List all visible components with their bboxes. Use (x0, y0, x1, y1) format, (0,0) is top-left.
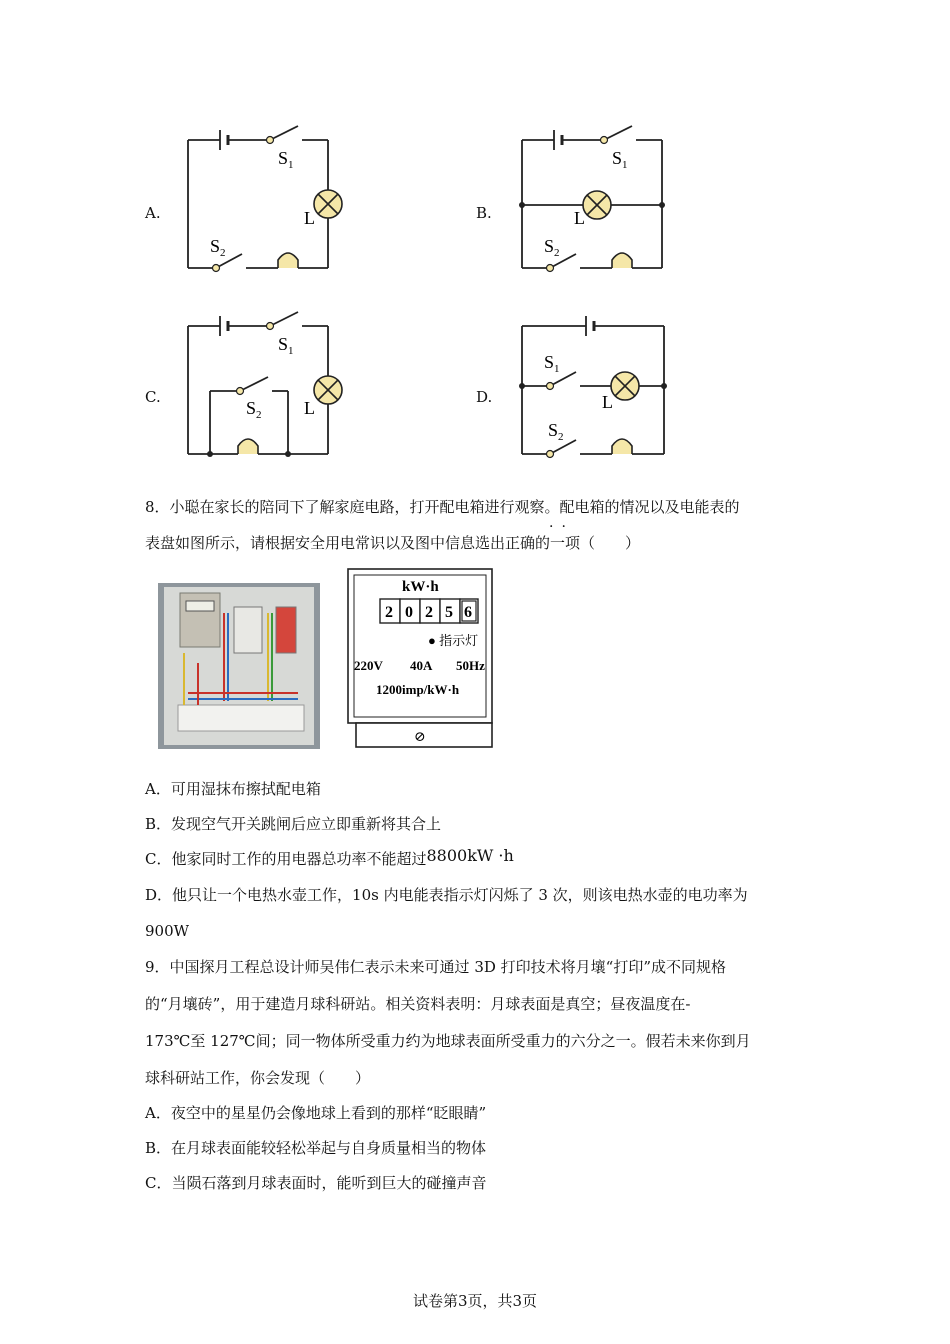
q8-option-c-value: 8800kW ·h (426, 846, 514, 865)
option-d-label: D. (476, 388, 493, 406)
q8-option-c-text: C．他家同时工作的用电器总功率不能超过 (145, 850, 427, 868)
meter-digit: 5 (445, 604, 453, 621)
meter-indicator: ● 指示灯 (428, 633, 479, 648)
circuit-diagram-d (514, 306, 684, 466)
q8-option-a: A．可用湿抹布擦拭配电箱 (145, 780, 321, 798)
page-footer: 试卷第3页，共3页 (412, 1292, 538, 1310)
svg-text:L: L (304, 208, 315, 228)
meter-voltage: 220V (354, 658, 383, 673)
meter-digit: 0 (405, 604, 413, 621)
svg-text:L: L (304, 398, 315, 418)
q9-option-b: B．在月球表面能较轻松举起与自身质量相当的物体 (145, 1139, 487, 1157)
q9-option-a: A．夜空中的星星仍会像地球上看到的那样“眨眼睛” (145, 1104, 487, 1122)
svg-text:S2: $S_2$ (210, 236, 226, 259)
svg-text:S1: $S_1$ (278, 334, 294, 357)
q8-option-d-cont: 900W (145, 922, 190, 940)
circuit-diagram-a (180, 120, 350, 280)
q9-stem-line3: 173℃至 127℃间；同一物体所受重力约为地球表面所受重力的六分之一。假若未来你到月 (145, 1032, 751, 1050)
option-a-label: A. (145, 204, 161, 222)
q8-stem-line1: 8．小聪在家长的陪同下了解家庭电路，打开配电箱进行观察。配电箱的情况以及电能表的 (145, 498, 740, 516)
circuit-diagram-b (514, 120, 684, 280)
meter-digit: 6 (464, 604, 472, 621)
svg-text:S1: $S_1$ (544, 352, 560, 375)
svg-text:S1: $S_1$ (278, 148, 294, 171)
q8-option-d: D．他只让一个电热水壶工作，10s 内电能表指示灯闪烁了 3 次，则该电热水壶的电功率为 (145, 886, 748, 904)
distribution-box-photo (158, 583, 320, 749)
meter-unit: kW·h (402, 579, 439, 595)
svg-text:S2: $S_2$ (246, 398, 262, 421)
meter-digit: 2 (425, 604, 433, 621)
circuit-diagram-c (180, 306, 350, 466)
meter-screw-icon: ⊘ (414, 730, 426, 745)
option-b-label: B. (476, 204, 492, 222)
meter-digit: 2 (385, 604, 393, 621)
svg-text:L: L (602, 392, 613, 412)
energy-meter (346, 567, 496, 750)
meter-frequency: 50Hz (456, 658, 485, 673)
svg-text:L: L (574, 208, 585, 228)
meter-current: 40A (410, 658, 433, 673)
svg-text:S1: $S_1$ (612, 148, 628, 171)
q9-stem-line4: 球科研站工作，你会发现（ ） (145, 1069, 371, 1087)
emphasis-dots: ·· (549, 519, 574, 535)
q8-stem-line2: 表盘如图所示，请根据安全用电常识以及图中信息选出正确的一项（ ） (145, 534, 641, 552)
svg-text:S2: $S_2$ (548, 420, 564, 443)
q8-option-c (145, 846, 514, 869)
svg-text:S2: $S_2$ (544, 236, 560, 259)
q9-stem-line1: 9．中国探月工程总设计师吴伟仁表示未来可通过 3D 打印技术将月壤“打印”成不同规格 (145, 958, 726, 976)
q8-option-b: B．发现空气开关跳闸后应立即重新将其合上 (145, 815, 442, 833)
option-c-label: C. (145, 388, 161, 406)
q9-option-c: C．当陨石落到月球表面时，能听到巨大的碰撞声音 (145, 1174, 487, 1192)
q9-stem-line2: 的“月壤砖”，用于建造月球科研站。相关资料表明：月球表面是真空；昼夜温度在- (145, 995, 691, 1013)
meter-digits (380, 599, 478, 623)
meter-constant: 1200imp/kW·h (376, 682, 460, 697)
